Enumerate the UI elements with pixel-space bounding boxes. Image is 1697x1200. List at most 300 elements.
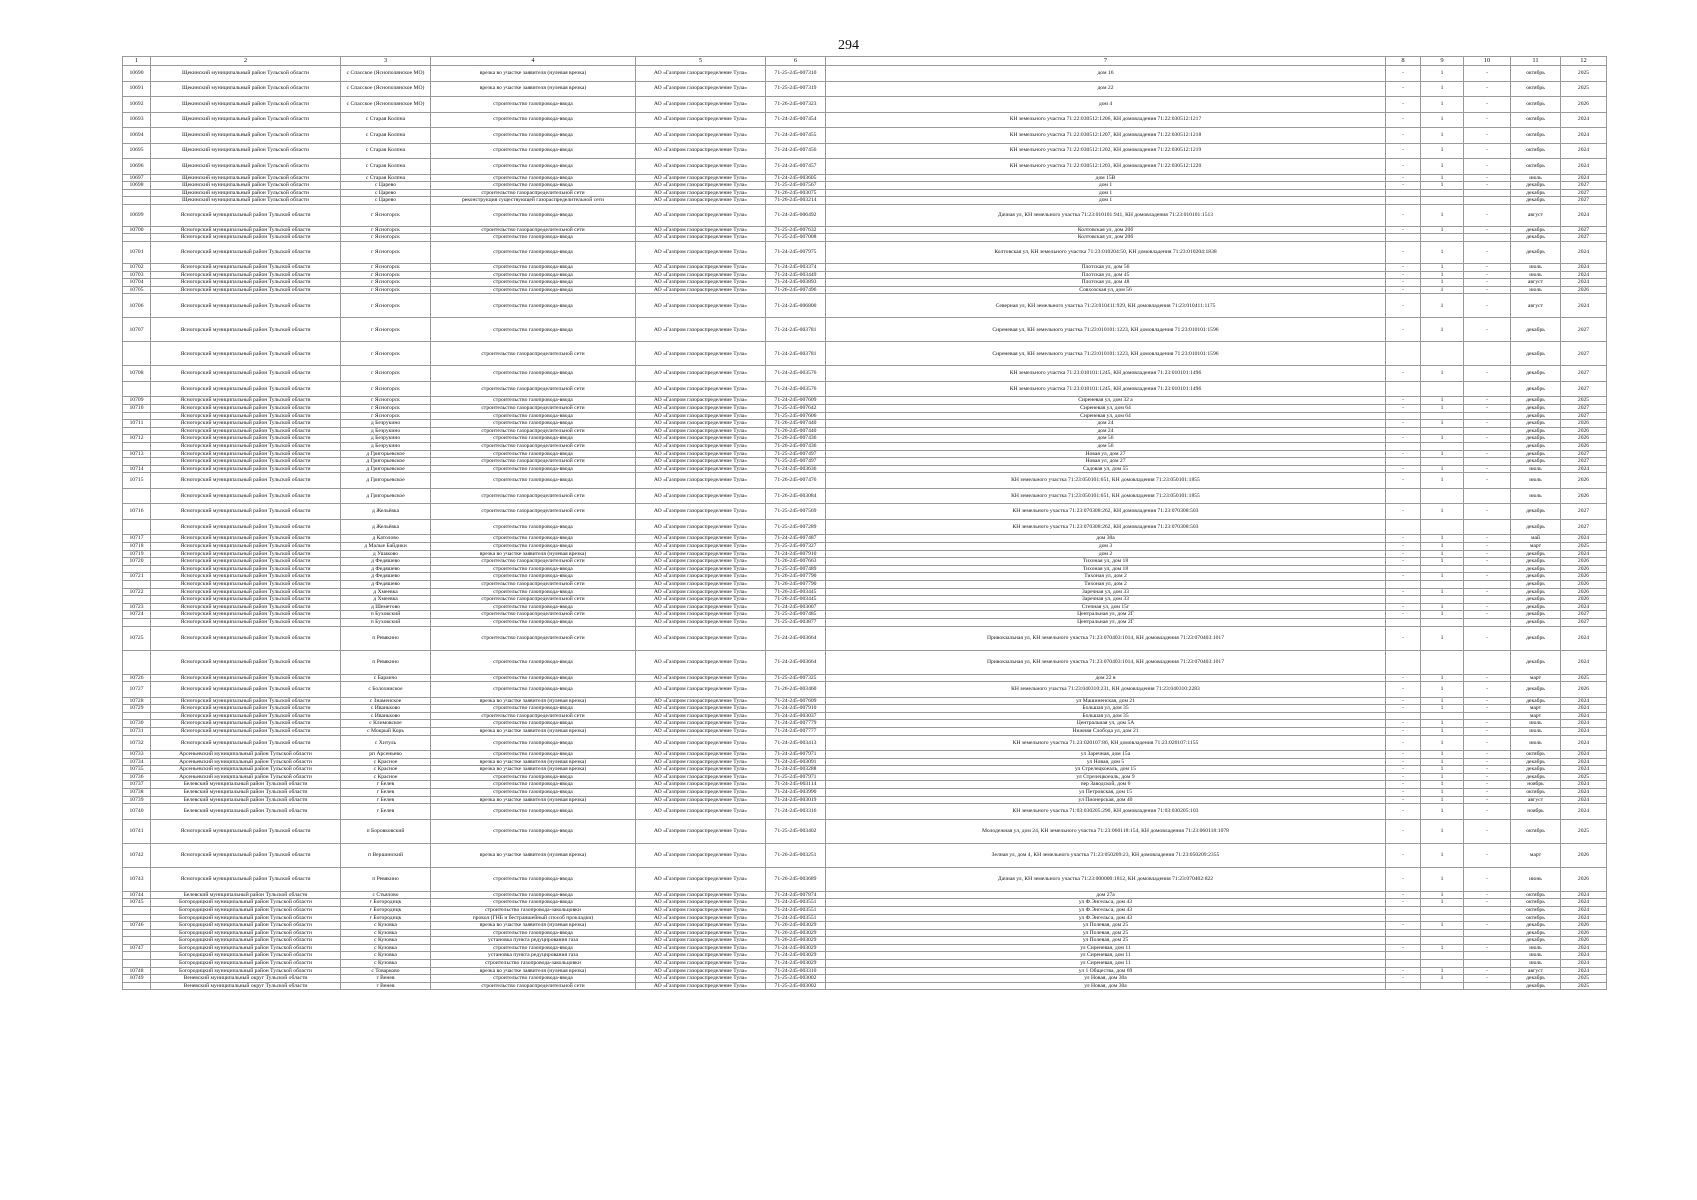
work-type-cell: строительство газопровода-ввода (431, 603, 636, 611)
column-10-cell: - (1464, 143, 1511, 159)
year-cell: 2024 (1561, 603, 1607, 611)
column-9-cell (1421, 234, 1464, 242)
month-cell: декабрь (1511, 366, 1561, 382)
work-type-cell: строительство газопровода-ввода (431, 891, 636, 899)
column-9-cell: 1 (1421, 226, 1464, 234)
year-cell: 2026 (1561, 867, 1607, 891)
work-type-cell: строительство газопровода-ввода (431, 271, 636, 279)
row-number: 10701 (123, 242, 151, 264)
work-type-cell: строительство газораспределительной сети (431, 342, 636, 366)
column-10-cell: - (1464, 81, 1511, 97)
column-9-cell: 1 (1421, 804, 1464, 820)
column-8-cell (1386, 960, 1421, 968)
column-9-cell: 1 (1421, 264, 1464, 272)
row-number: 10704 (123, 279, 151, 287)
district-cell: Ясногорский муниципальный район Тульской области (151, 397, 341, 405)
district-cell: Щекинский муниципальный район Тульской области (151, 189, 341, 197)
address-cell: дом 24 (826, 420, 1386, 428)
settlement-cell: с Кузовка (341, 922, 431, 930)
table-row (123, 565, 1607, 573)
year-cell: 2026 (1561, 682, 1607, 698)
organization-cell: АО «Газпром газораспределение Тула» (636, 504, 766, 520)
work-type-cell: строительство газораспределительной сети (431, 504, 636, 520)
table-row (123, 682, 1607, 698)
organization-cell: АО «Газпром газораспределение Тула» (636, 294, 766, 318)
work-type-cell: строительство газопровода-ввода (431, 781, 636, 789)
column-9-cell: 1 (1421, 128, 1464, 144)
organization-cell: АО «Газпром газораспределение Тула» (636, 381, 766, 397)
address-cell: дом 1 (826, 182, 1386, 190)
settlement-cell: г Ясногорск (341, 204, 431, 226)
district-cell: Ясногорский муниципальный район Тульской области (151, 674, 341, 682)
address-cell: КН земельного участка 71:23:070308:262, КН домовладения 71:23:070308:503 (826, 519, 1386, 535)
column-8-cell (1386, 712, 1421, 720)
address-cell: ул Машиненская, дом 21 (826, 697, 1386, 705)
work-type-cell: строительство газопровода-ввода (431, 294, 636, 318)
column-header: 1 (123, 57, 151, 66)
year-cell: 2024 (1561, 906, 1607, 914)
district-cell: Белевский муниципальный район Тульской области (151, 796, 341, 804)
application-code-cell: 71-24-245-003551 (766, 899, 826, 907)
application-code-cell: 71-25-245-003877 (766, 618, 826, 626)
application-code-cell: 71-26-245-003084 (766, 488, 826, 504)
column-10-cell: - (1464, 766, 1511, 774)
district-cell: Богородицкий муниципальный район Тульской области (151, 906, 341, 914)
month-cell: октябрь (1511, 159, 1561, 175)
table-row (123, 618, 1607, 626)
district-cell: Богородицкий муниципальный район Тульской области (151, 929, 341, 937)
row-number: 10698 (123, 182, 151, 190)
row-number (123, 650, 151, 674)
address-cell: КН земельного участка 71:23:040310:231, КН домовладения 71:23:040310:2283 (826, 682, 1386, 698)
month-cell: март (1511, 712, 1561, 720)
application-code-cell: 71-24-245-007487 (766, 535, 826, 543)
column-8-cell (1386, 914, 1421, 922)
table-row (123, 982, 1607, 990)
month-cell: июль (1511, 264, 1561, 272)
year-cell: 2024 (1561, 727, 1607, 735)
row-number: 10696 (123, 159, 151, 175)
settlement-cell: г Венев (341, 982, 431, 990)
column-8-cell: - (1386, 294, 1421, 318)
application-code-cell: 71-26-245-007440 (766, 427, 826, 435)
column-10-cell: - (1464, 944, 1511, 952)
column-header: 9 (1421, 57, 1464, 66)
address-cell: дом 1 (826, 197, 1386, 205)
table-row (123, 234, 1607, 242)
address-cell: Зелная ул, дом 4, КН земельного участка 71:23:050209:23, КН домовладения 71:23:050209:2355 (826, 843, 1386, 867)
application-code-cell: 71-24-245-007777 (766, 727, 826, 735)
year-cell: 2024 (1561, 465, 1607, 473)
row-number: 10734 (123, 758, 151, 766)
work-type-cell: строительство газопровода-ввода (431, 751, 636, 759)
work-type-cell: строительство газопровода-ввода (431, 789, 636, 797)
settlement-cell: г Венев (341, 975, 431, 983)
work-type-cell: установка пункта редуцирования газа (431, 937, 636, 945)
row-number: 10746 (123, 922, 151, 930)
column-9-cell: 1 (1421, 674, 1464, 682)
organization-cell: АО «Газпром газораспределение Тула» (636, 342, 766, 366)
table-row (123, 427, 1607, 435)
table-row (123, 804, 1607, 820)
month-cell: декабрь (1511, 982, 1561, 990)
column-8-cell: - (1386, 899, 1421, 907)
address-cell: дом 4 (826, 97, 1386, 113)
table-row (123, 81, 1607, 97)
application-code-cell: 71-25-245-003402 (766, 819, 826, 843)
settlement-cell: г Ясногорск (341, 381, 431, 397)
column-9-cell: 1 (1421, 318, 1464, 342)
month-cell: август (1511, 294, 1561, 318)
organization-cell: АО «Газпром газораспределение Тула» (636, 318, 766, 342)
column-8-cell: - (1386, 603, 1421, 611)
row-number: 10732 (123, 735, 151, 751)
work-type-cell: строительство газопровода-ввода (431, 473, 636, 489)
organization-cell: АО «Газпром газораспределение Тула» (636, 565, 766, 573)
application-code-cell: 71-26-245-007436 (766, 443, 826, 451)
column-10-cell: - (1464, 789, 1511, 797)
table-row (123, 727, 1607, 735)
month-cell: октябрь (1511, 906, 1561, 914)
organization-cell: АО «Газпром газораспределение Тула» (636, 766, 766, 774)
row-number: 10749 (123, 975, 151, 983)
settlement-cell: с Спасское (Яснополянское МО) (341, 97, 431, 113)
organization-cell: АО «Газпром газораспределение Тула» (636, 204, 766, 226)
work-type-cell: строительство газораспределительной сети (431, 458, 636, 466)
year-cell: 2025 (1561, 819, 1607, 843)
organization-cell: АО «Газпром газораспределение Тула» (636, 81, 766, 97)
address-cell: Сиреневая ул, КН земельного участка 71:23:010101:1223, КН домовладения 71:23:010101:1596 (826, 318, 1386, 342)
column-9-cell: 1 (1421, 727, 1464, 735)
settlement-cell: с Царево (341, 197, 431, 205)
table-row (123, 174, 1607, 182)
column-8-cell: - (1386, 286, 1421, 294)
column-10-cell (1464, 712, 1511, 720)
district-cell: Ясногорский муниципальный район Тульской области (151, 650, 341, 674)
address-cell: дом 24 (826, 427, 1386, 435)
district-cell: Щекинский муниципальный район Тульской области (151, 182, 341, 190)
month-cell: август (1511, 279, 1561, 287)
month-cell: декабрь (1511, 550, 1561, 558)
column-8-cell: - (1386, 542, 1421, 550)
column-10-cell: - (1464, 773, 1511, 781)
district-cell: Щекинский муниципальный район Тульской области (151, 81, 341, 97)
district-cell: Веневский муниципальный округ Тульской области (151, 975, 341, 983)
year-cell: 2027 (1561, 226, 1607, 234)
row-number: 10709 (123, 397, 151, 405)
district-cell: Щекинский муниципальный район Тульской области (151, 143, 341, 159)
column-header: 4 (431, 57, 636, 66)
application-code-cell: 71-26-245-007790 (766, 573, 826, 581)
address-cell: Тихоная ул, дом 2 (826, 573, 1386, 581)
column-9-cell: 1 (1421, 781, 1464, 789)
year-cell: 2026 (1561, 473, 1607, 489)
column-10-cell: - (1464, 867, 1511, 891)
settlement-cell: п Ревякино (341, 867, 431, 891)
settlement-cell: д Федяшево (341, 558, 431, 566)
table-row (123, 789, 1607, 797)
column-9-cell: 1 (1421, 588, 1464, 596)
column-10-cell: - (1464, 967, 1511, 975)
settlement-cell: д Безрукино (341, 443, 431, 451)
organization-cell: АО «Газпром газораспределение Тула» (636, 603, 766, 611)
table-row (123, 197, 1607, 205)
year-cell: 2026 (1561, 596, 1607, 604)
settlement-cell: г Ясногорск (341, 226, 431, 234)
table-row (123, 66, 1607, 82)
month-cell: декабрь (1511, 573, 1561, 581)
work-type-cell: строительство газопровода-ввода (431, 143, 636, 159)
organization-cell: АО «Газпром газораспределение Тула» (636, 573, 766, 581)
work-type-cell: строительство газопровода-ввода (431, 588, 636, 596)
application-code-cell: 71-24-245-006800 (766, 294, 826, 318)
settlement-cell: г Ясногорск (341, 318, 431, 342)
column-9-cell: 1 (1421, 922, 1464, 930)
work-type-cell: врезка во участке заявителя (нулевая врезка) (431, 796, 636, 804)
column-10-cell (1464, 565, 1511, 573)
organization-cell: АО «Газпром газораспределение Тула» (636, 952, 766, 960)
address-cell: КН земельного участка 71:03:030205:290, КН домовладения 71:03:030205:103 (826, 804, 1386, 820)
month-cell: ноябрь (1511, 781, 1561, 789)
organization-cell: АО «Газпром газораспределение Тула» (636, 618, 766, 626)
work-type-cell: строительство газораспределительной сети (431, 580, 636, 588)
settlement-cell: с Стьялово (341, 891, 431, 899)
application-code-cell: 71-25-245-007485 (766, 611, 826, 619)
application-code-cell: 71-24-245-003019 (766, 796, 826, 804)
work-type-cell: врезка во участке заявителя (нулевая врезка) (431, 727, 636, 735)
address-cell: Большая ул, дом 35 (826, 712, 1386, 720)
month-cell: декабрь (1511, 558, 1561, 566)
column-10-cell: - (1464, 542, 1511, 550)
application-code-cell: 71-25-245-007632 (766, 226, 826, 234)
work-type-cell: строительство газопровода-ввода (431, 97, 636, 113)
column-10-cell: - (1464, 182, 1511, 190)
header-row (123, 57, 1607, 66)
organization-cell: АО «Газпром газораспределение Тула» (636, 626, 766, 650)
column-9-cell (1421, 914, 1464, 922)
settlement-cell: г Белев (341, 796, 431, 804)
table-row (123, 242, 1607, 264)
district-cell: Ясногорский муниципальный район Тульской области (151, 234, 341, 242)
row-number: 10706 (123, 294, 151, 318)
table-row (123, 397, 1607, 405)
address-cell: Центральная ул, дом 2Г (826, 618, 1386, 626)
column-10-cell (1464, 412, 1511, 420)
address-cell: дом 1 (826, 189, 1386, 197)
column-9-cell: 1 (1421, 405, 1464, 413)
application-code-cell: 71-25-245-007289 (766, 519, 826, 535)
organization-cell: АО «Газпром газораспределение Тула» (636, 758, 766, 766)
work-type-cell: строительство газопровода-ввода (431, 867, 636, 891)
settlement-cell: п Буховский (341, 618, 431, 626)
month-cell: декабрь (1511, 922, 1561, 930)
row-number: 10718 (123, 542, 151, 550)
row-number (123, 189, 151, 197)
settlement-cell: с Знаменское (341, 697, 431, 705)
column-9-cell (1421, 197, 1464, 205)
column-10-cell: - (1464, 159, 1511, 175)
organization-cell: АО «Газпром газораспределение Тула» (636, 420, 766, 428)
organization-cell: АО «Газпром газораспределение Тула» (636, 197, 766, 205)
year-cell: 2024 (1561, 751, 1607, 759)
address-cell: КН земельного участка 71:23:010101:1245, КН домовладения 71:23:010101:1496 (826, 381, 1386, 397)
year-cell: 2026 (1561, 937, 1607, 945)
year-cell: 2024 (1561, 804, 1607, 820)
address-cell: Молодежная ул, дом 24, КН земельного участка 71:23:060118:154, КН домовладения 71:23:060118:1078 (826, 819, 1386, 843)
application-code-cell: 71-25-245-003002 (766, 975, 826, 983)
year-cell: 2024 (1561, 899, 1607, 907)
application-code-cell: 71-24-245-007454 (766, 112, 826, 128)
address-cell: Большая ул, дом 35 (826, 705, 1386, 713)
year-cell: 2025 (1561, 81, 1607, 97)
settlement-cell: г Богородицк (341, 906, 431, 914)
district-cell: Ясногорский муниципальный район Тульской области (151, 588, 341, 596)
table-row (123, 573, 1607, 581)
table-row (123, 697, 1607, 705)
column-10-cell: - (1464, 465, 1511, 473)
row-number: 10745 (123, 899, 151, 907)
column-10-cell: - (1464, 781, 1511, 789)
table-row (123, 674, 1607, 682)
year-cell: 2026 (1561, 922, 1607, 930)
organization-cell: АО «Газпром газораспределение Тула» (636, 366, 766, 382)
address-cell: ул Заречная, дом 15а (826, 751, 1386, 759)
organization-cell: АО «Газпром газораспределение Тула» (636, 929, 766, 937)
row-number: 10733 (123, 751, 151, 759)
address-cell: Нижняя Слобода ул, дом 21 (826, 727, 1386, 735)
organization-cell: АО «Газпром газораспределение Тула» (636, 906, 766, 914)
application-code-cell: 71-25-245-007008 (766, 234, 826, 242)
column-9-cell (1421, 580, 1464, 588)
district-cell: Ясногорский муниципальный район Тульской области (151, 342, 341, 366)
column-9-cell: 1 (1421, 766, 1464, 774)
month-cell: декабрь (1511, 519, 1561, 535)
year-cell: 2024 (1561, 705, 1607, 713)
year-cell: 2024 (1561, 796, 1607, 804)
month-cell: декабрь (1511, 596, 1561, 604)
column-9-cell (1421, 381, 1464, 397)
district-cell: Ясногорский муниципальный район Тульской области (151, 867, 341, 891)
address-cell: Плотская ул, дом 48 (826, 279, 1386, 287)
organization-cell: АО «Газпром газораспределение Тула» (636, 804, 766, 820)
application-code-cell: 71-24-245-003114 (766, 781, 826, 789)
row-number: 10700 (123, 226, 151, 234)
column-header: 3 (341, 57, 431, 66)
column-8-cell: - (1386, 128, 1421, 144)
row-number (123, 234, 151, 242)
row-number: 10720 (123, 558, 151, 566)
address-cell: КН земельного участка 71:22:030512:1202, КН домовладения 71:22:030512:1219 (826, 143, 1386, 159)
column-9-cell: 1 (1421, 573, 1464, 581)
column-header: 12 (1561, 57, 1607, 66)
table-row (123, 535, 1607, 543)
month-cell: июль (1511, 488, 1561, 504)
year-cell: 2024 (1561, 143, 1607, 159)
work-type-cell: строительство газораспределительной сети (431, 427, 636, 435)
year-cell: 2026 (1561, 435, 1607, 443)
application-code-cell: 71-26-245-003445 (766, 588, 826, 596)
column-10-cell: - (1464, 405, 1511, 413)
column-10-cell: - (1464, 843, 1511, 867)
settlement-cell: с Хитуль (341, 735, 431, 751)
month-cell: декабрь (1511, 603, 1561, 611)
row-number: 10711 (123, 420, 151, 428)
district-cell: Ясногорский муниципальный район Тульской области (151, 226, 341, 234)
settlement-cell: с Старая Колпна (341, 174, 431, 182)
table-row (123, 796, 1607, 804)
settlement-cell: с Спасское (Яснополянское МО) (341, 66, 431, 82)
month-cell: июль (1511, 735, 1561, 751)
column-9-cell: 1 (1421, 159, 1464, 175)
application-code-cell: 71-24-245-007457 (766, 159, 826, 175)
column-8-cell: - (1386, 727, 1421, 735)
district-cell: Богородицкий муниципальный район Тульской области (151, 922, 341, 930)
address-cell: КН земельного участка 71:23:020107:86, КН домовладения 71:23:020107:1155 (826, 735, 1386, 751)
row-number: 10719 (123, 550, 151, 558)
application-code-cell: 71-26-245-007440 (766, 420, 826, 428)
column-10-cell: - (1464, 603, 1511, 611)
settlement-cell: с Старая Колпна (341, 128, 431, 144)
row-number: 10729 (123, 705, 151, 713)
year-cell: 2025 (1561, 542, 1607, 550)
work-type-cell: строительство газопровода-ввода (431, 944, 636, 952)
work-type-cell: строительство газопровода-ввода (431, 519, 636, 535)
district-cell: Богородицкий муниципальный район Тульской области (151, 967, 341, 975)
year-cell: 2024 (1561, 758, 1607, 766)
column-10-cell: - (1464, 535, 1511, 543)
year-cell: 2026 (1561, 420, 1607, 428)
work-type-cell: установка пункта редуцирования газа (431, 952, 636, 960)
application-code-cell: 71-25-245-007327 (766, 542, 826, 550)
organization-cell: АО «Газпром газораспределение Тула» (636, 397, 766, 405)
column-10-cell: - (1464, 705, 1511, 713)
organization-cell: АО «Газпром газораспределение Тула» (636, 271, 766, 279)
year-cell: 2025 (1561, 982, 1607, 990)
district-cell: Ясногорский муниципальный район Тульской области (151, 705, 341, 713)
column-9-cell: 1 (1421, 294, 1464, 318)
application-code-cell: 71-24-245-007975 (766, 242, 826, 264)
month-cell: июль (1511, 286, 1561, 294)
work-type-cell: строительство газопровода-ввода (431, 705, 636, 713)
month-cell: декабрь (1511, 427, 1561, 435)
settlement-cell: г Ясногорск (341, 234, 431, 242)
address-cell: Сиреневая ул, КН земельного участка 71:23:010101:1223, КН домовладения 71:23:010101:1596 (826, 342, 1386, 366)
column-8-cell: - (1386, 789, 1421, 797)
column-8-cell: - (1386, 159, 1421, 175)
settlement-cell: д Хмеевка (341, 588, 431, 596)
district-cell: Ясногорский муниципальный район Тульской области (151, 473, 341, 489)
organization-cell: АО «Газпром газораспределение Тула» (636, 914, 766, 922)
column-8-cell: - (1386, 626, 1421, 650)
column-9-cell (1421, 458, 1464, 466)
column-8-cell (1386, 342, 1421, 366)
address-cell: Садовая ул, дом 55 (826, 465, 1386, 473)
column-9-cell: 1 (1421, 697, 1464, 705)
organization-cell: АО «Газпром газораспределение Тула» (636, 796, 766, 804)
column-9-cell (1421, 650, 1464, 674)
settlement-cell: д Хмеевка (341, 596, 431, 604)
work-type-cell: строительство газопровода-ввода (431, 234, 636, 242)
district-cell: Ясногорский муниципальный район Тульской области (151, 450, 341, 458)
column-10-cell: - (1464, 975, 1511, 983)
settlement-cell: г Ясногорск (341, 242, 431, 264)
work-type-cell: строительство газораспределительной сети (431, 712, 636, 720)
work-type-cell: врезка во участке заявителя (нулевая врезка) (431, 766, 636, 774)
column-9-cell: 1 (1421, 735, 1464, 751)
district-cell: Богородицкий муниципальный район Тульской области (151, 944, 341, 952)
month-cell: декабрь (1511, 975, 1561, 983)
year-cell: 2024 (1561, 944, 1607, 952)
